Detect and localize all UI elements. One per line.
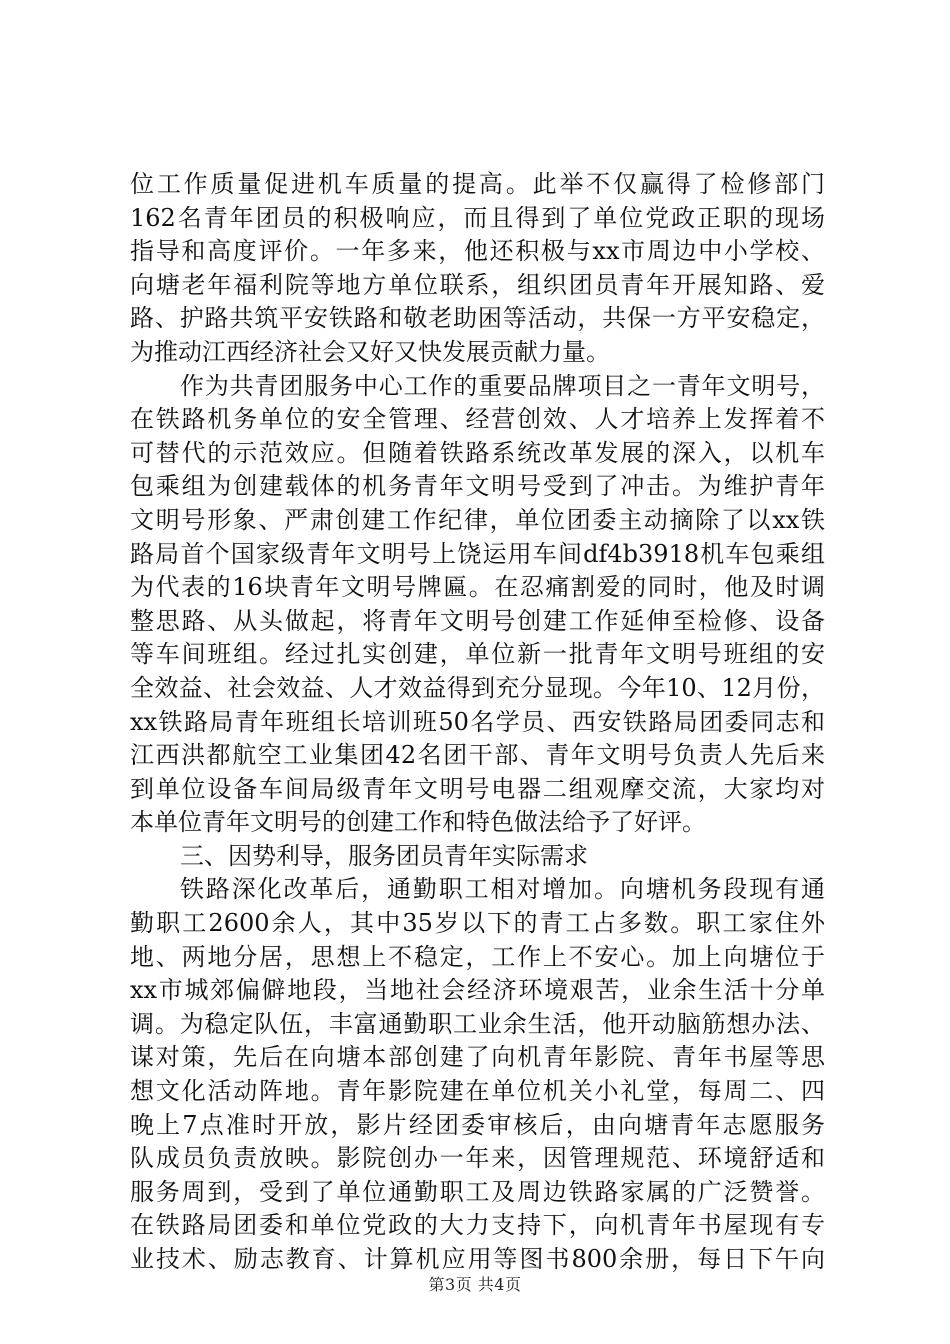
text-line: 服务周到，受到了单位通勤职工及周边铁路家属的广泛赞誉。 <box>130 1177 825 1206</box>
text-line: 作为共青团服务中心工作的重要品牌项目之一青年文明号， <box>180 371 825 400</box>
text-line: 整思路、从头做起，将青年文明号创建工作延伸至检修、设备 <box>130 606 825 635</box>
text-line: xx市城郊偏僻地段，当地社会经济环境艰苦，业余生活十分单 <box>130 976 825 1005</box>
body-text <box>130 168 825 1277</box>
text-line: 162名青年团员的积极响应，而且得到了单位党政正职的现场 <box>130 203 825 232</box>
text-line: 可替代的示范效应。但随着铁路系统改革发展的深入，以机车 <box>130 438 825 467</box>
text-line: xx铁路局青年班组长培训班50名学员、西安铁路局团委同志和 <box>130 707 825 736</box>
text-line: 文明号形象、严肃创建工作纪律，单位团委主动摘除了以xx铁 <box>130 505 825 534</box>
text-line: 为推动江西经济社会又好又快发展贡献力量。 <box>130 337 610 366</box>
text-line: 勤职工2600余人，其中35岁以下的青工占多数。职工家住外 <box>130 909 825 938</box>
text-line: 在铁路局团委和单位党政的大力支持下，向机青年书屋现有专 <box>130 1211 825 1240</box>
text-line: 在铁路机务单位的安全管理、经营创效、人才培养上发挥着不 <box>130 405 825 434</box>
text-line: 队成员负责放映。影院创办一年来，因管理规范、环境舒适和 <box>130 1144 825 1173</box>
text-line: 等车间班组。经过扎实创建，单位新一批青年文明号班组的安 <box>130 640 825 669</box>
text-line: 路局首个国家级青年文明号上饶运用车间df4b3918机车包乘组 <box>130 539 825 568</box>
text-line: 指导和高度评价。一年多来，他还积极与xx市周边中小学校、 <box>130 237 825 266</box>
text-line: 三、因势利导，服务团员青年实际需求 <box>180 841 588 870</box>
text-line: 位工作质量促进机车质量的提高。此举不仅赢得了检修部门 <box>130 170 825 198</box>
text-line: 包乘组为创建载体的机务青年文明号受到了冲击。为维护青年 <box>130 472 825 501</box>
text-line: 想文化活动阵地。青年影院建在单位机关小礼堂，每周二、四 <box>130 1077 825 1106</box>
text-line: 本单位青年文明号的创建工作和特色做法给予了好评。 <box>130 808 706 837</box>
text-line: 全效益、社会效益、人才效益得到充分显现。今年10、12月份， <box>130 673 825 702</box>
page-number-footer: 第3页 共4页 <box>428 1275 522 1294</box>
text-line: 晚上7点准时开放，影片经团委审核后，由向塘青年志愿服务 <box>130 1110 825 1139</box>
text-line: 地、两地分居，思想上不稳定，工作上不安心。加上向塘位于 <box>130 942 825 971</box>
text-line: 铁路深化改革后，通勤职工相对增加。向塘机务段现有通 <box>180 875 825 904</box>
text-line: 到单位设备车间局级青年文明号电器二组观摩交流，大家均对 <box>130 774 825 803</box>
text-line: 路、护路共筑平安铁路和敬老助困等活动，共保一方平安稳定， <box>130 304 825 333</box>
text-line: 向塘老年福利院等地方单位联系，组织团员青年开展知路、爱 <box>130 270 825 299</box>
text-line: 业技术、励志教育、计算机应用等图书800余册，每日下午向 <box>130 1245 825 1273</box>
text-line: 谋对策，先后在向塘本部创建了向机青年影院、青年书屋等思 <box>130 1043 825 1072</box>
text-line: 江西洪都航空工业集团42名团干部、青年文明号负责人先后来 <box>130 741 825 770</box>
text-line: 为代表的16块青年文明号牌匾。在忍痛割爱的同时，他及时调 <box>130 573 825 602</box>
text-line: 调。为稳定队伍，丰富通勤职工业余生活，他开动脑筋想办法、 <box>130 1009 825 1038</box>
